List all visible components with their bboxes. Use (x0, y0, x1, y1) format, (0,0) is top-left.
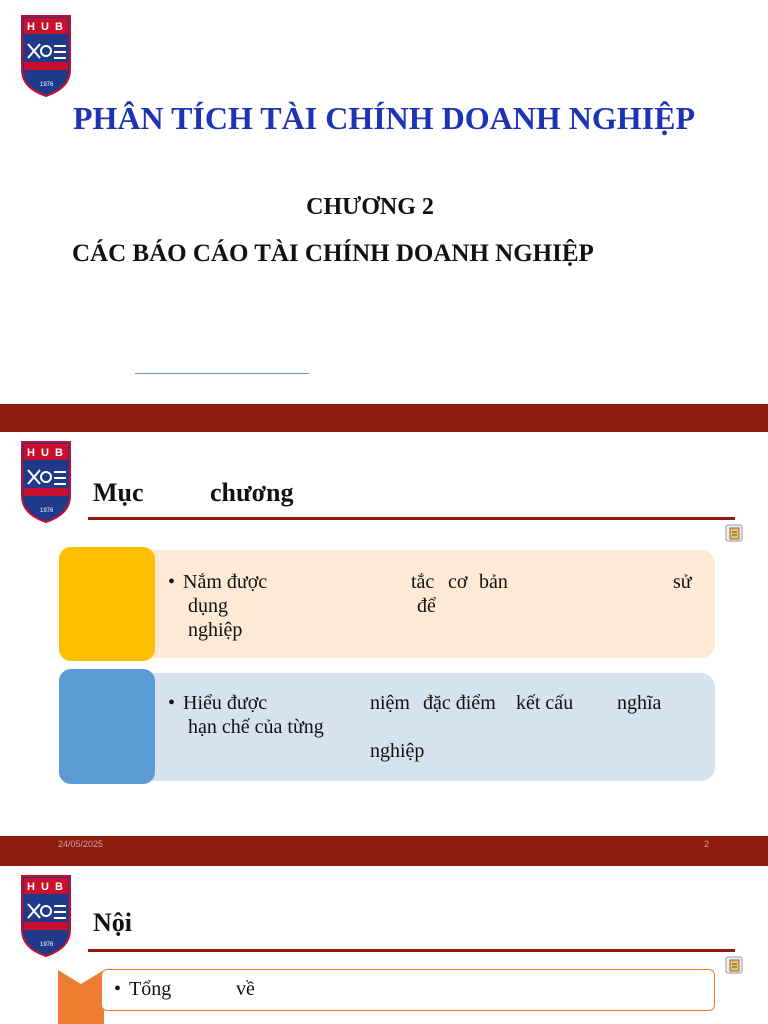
contents-heading: Nội (93, 908, 132, 937)
logo-letter-b: B (55, 21, 63, 33)
decorative-line (135, 373, 309, 374)
hub-logo (20, 874, 72, 958)
chevron-arrow-icon (58, 970, 104, 1024)
slide-contents (0, 866, 768, 1024)
logo-letter-u: U (41, 881, 49, 893)
slide-title (0, 0, 768, 404)
logo-year: 1976 (40, 942, 54, 948)
note-icon[interactable] (725, 956, 743, 974)
logo-letter-h: H (27, 447, 35, 459)
contents-item-1-text: • Tổng về (114, 978, 255, 1000)
objective-card-2-marker (59, 669, 155, 784)
chapter-label: CHƯƠNG 2 (306, 194, 434, 220)
slide-divider-1 (0, 404, 768, 432)
heading-underline (88, 517, 735, 520)
logo-letter-h: H (27, 21, 35, 33)
chapter-subtitle: CÁC BÁO CÁO TÀI CHÍNH DOANH NGHIỆP (72, 240, 594, 267)
objective-1-text: • Nắm được tắc cơ bản sử dụng để nghiệp (168, 571, 692, 641)
logo-year: 1976 (40, 82, 54, 88)
hub-logo (20, 440, 72, 524)
heading-word-2: chương (210, 478, 294, 507)
footer-page-number: 2 (704, 839, 710, 849)
objective-card-1-marker (59, 547, 155, 661)
hub-logo (20, 14, 72, 98)
logo-letter-u: U (41, 21, 49, 33)
note-icon[interactable] (725, 524, 743, 542)
slide-objectives (0, 432, 768, 836)
logo-letter-u: U (41, 447, 49, 459)
heading-word-1: Mục (93, 478, 144, 507)
footer-date: 24/05/2025 (58, 839, 104, 849)
logo-letter-b: B (55, 881, 63, 893)
slide-divider-2 (0, 836, 768, 866)
objective-2-text: • Hiểu được niệm đặc điểm kết cấu nghĩa hạn chế của từng nghiệp (168, 692, 662, 762)
logo-letter-b: B (55, 447, 63, 459)
logo-letter-h: H (27, 881, 35, 893)
logo-year: 1976 (40, 508, 54, 514)
heading-underline (88, 949, 735, 952)
slide1-title: PHÂN TÍCH TÀI CHÍNH DOANH NGHIỆP (73, 100, 695, 136)
